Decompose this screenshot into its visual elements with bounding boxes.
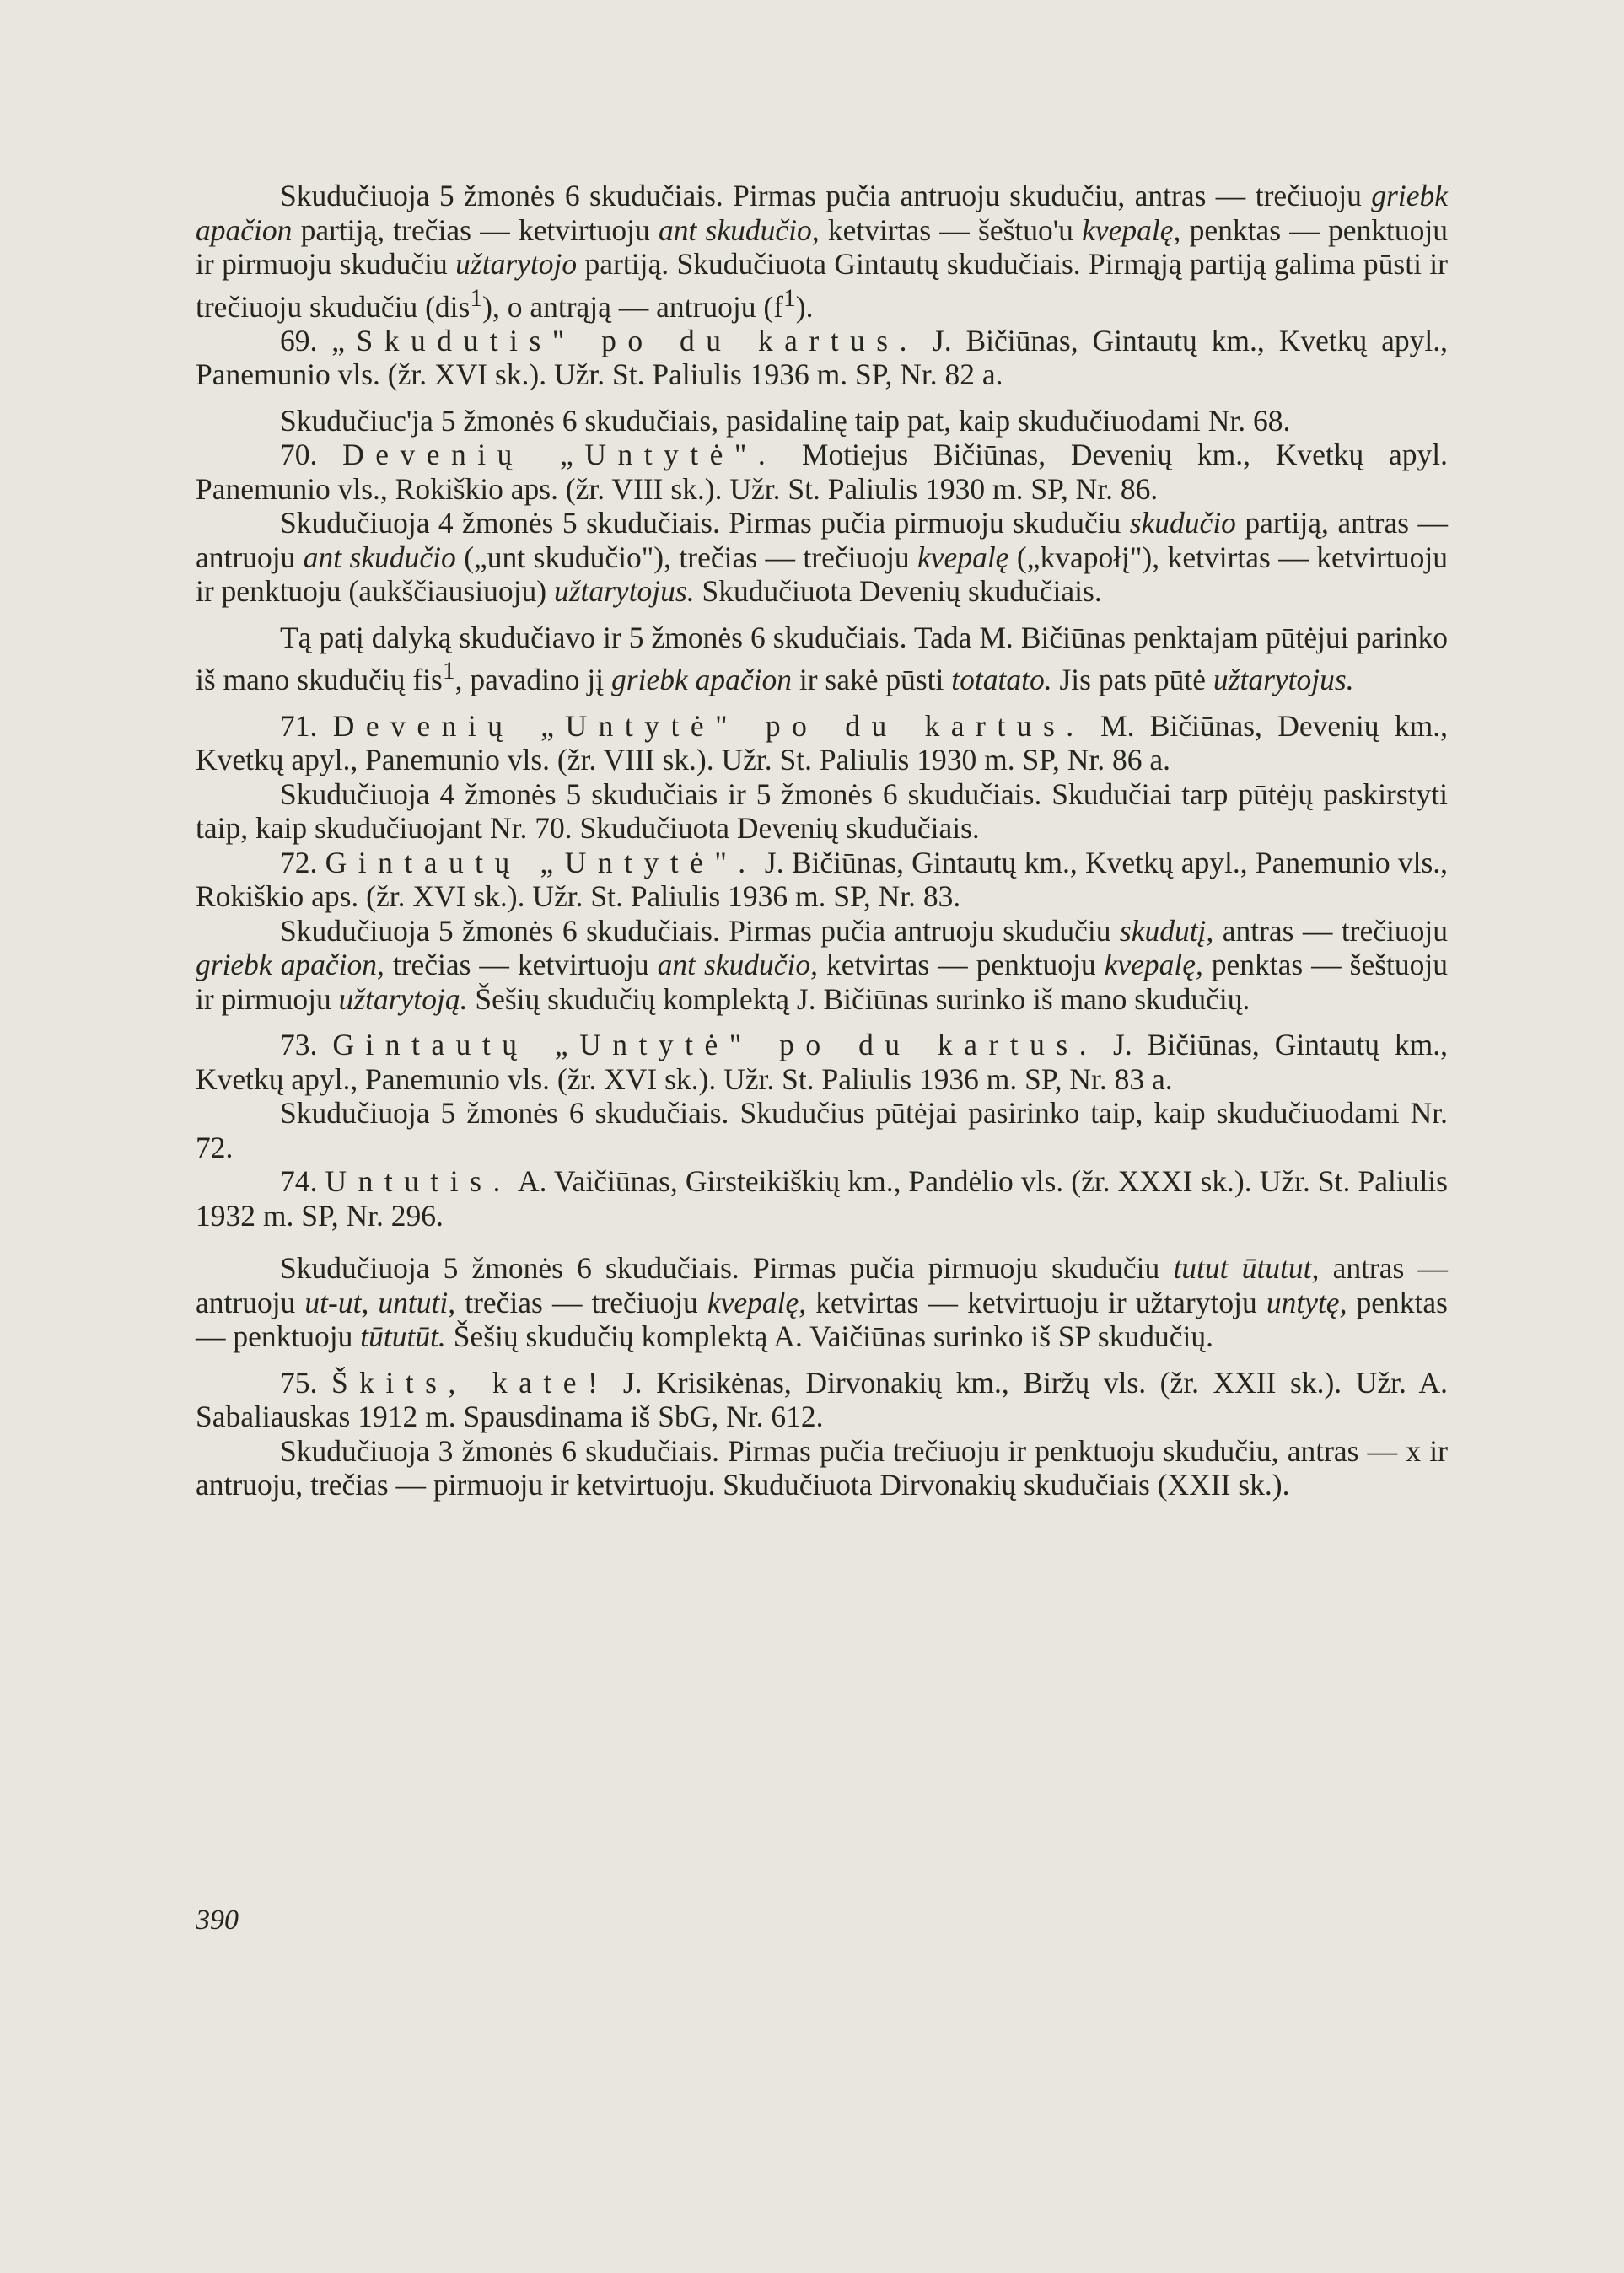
- paragraph: [196, 846, 1448, 914]
- italic-term: kvepalę,: [707, 1285, 807, 1319]
- italic-term: griebk apačion: [196, 179, 1448, 247]
- entry-title: Untutis.: [325, 1164, 512, 1199]
- italic-term: ant skudučio: [303, 540, 456, 574]
- superscript: 1: [470, 284, 483, 312]
- italic-term: skudučio: [1129, 506, 1236, 540]
- superscript: 1: [442, 658, 455, 685]
- paragraph: [196, 404, 1448, 438]
- text-run: ketvirtas — šeštuo'u: [819, 212, 1083, 247]
- text-run: 71.: [280, 708, 333, 743]
- text-run: Skudučiuoja 4 žmonės 5 skudučiais. Pirmas pučia pirmuoju skudučiu: [280, 506, 1130, 540]
- text-run: Skudučiuc'ja 5 žmonės 6 skudučiais, pasidalinę taip pat, kaip skudučiuodami Nr. 68.: [280, 403, 1291, 438]
- text-run: ), o antrąją — antruoju (f: [482, 289, 783, 324]
- paragraph: [196, 1028, 1448, 1096]
- paragraph: [196, 324, 1448, 392]
- paragraph: [196, 179, 1448, 324]
- text-run: 75.: [280, 1365, 331, 1400]
- paragraph: [196, 438, 1448, 506]
- italic-term: kvepalę: [917, 540, 1009, 574]
- paragraph: [196, 506, 1448, 609]
- text-run: 73.: [280, 1028, 333, 1062]
- entry-title: Škits, kate!: [331, 1365, 610, 1400]
- text-run: Skudučiuoja 5 žmonės 6 skudučiais. Pirmas pučia antruoju skudučiu, antras — trečiuoju: [280, 179, 1372, 212]
- text-run: ketvirtas — penktuoju: [818, 948, 1105, 982]
- text-run: antras — antruoju: [196, 1251, 1448, 1319]
- italic-term: kvepalę,: [1082, 212, 1181, 247]
- italic-term: skudutį,: [1119, 913, 1214, 948]
- text-run: 74.: [280, 1164, 325, 1199]
- text-run: Skudučiuoja 5 žmonės 6 skudučiais. Pirmas pučia antruoju skudučiu: [280, 913, 1120, 948]
- text-run: ir sakė pūsti: [791, 663, 952, 697]
- entry-title: Gintautų „Untytė" po du kartus.: [332, 1028, 1099, 1062]
- text-run: Motiejus Bičiūnas, Devenių km., Kvetkų apyl. Panemunio vls., Rokiškio aps. (žr. VIII sk.). Užr. St. Paliulis 1930 m. SP, Nr. 86.: [196, 438, 1448, 506]
- entry-title: Devenių „Untytė".: [342, 438, 777, 472]
- italic-term: untytę,: [1266, 1285, 1347, 1319]
- text-run: 72.: [280, 845, 325, 879]
- text-run: trečias — trečiuoju: [455, 1285, 707, 1319]
- text-run: penktas — penktuoju ir pirmuoju skudučiu: [196, 212, 1448, 281]
- text-run: ketvirtas — ketvirtuoju ir užtarytoju: [806, 1285, 1266, 1319]
- text-run: J. Bičiūnas, Gintautų km., Kvetkų apyl., Panemunio vls. (žr. XVI sk.). Užr. St. Paliulis 1936 m. SP, Nr. 82 a.: [196, 323, 1448, 392]
- italic-term: kvepalę,: [1104, 948, 1203, 982]
- paragraph: [196, 914, 1448, 1017]
- text-run: Skudučiuoja 4 žmonės 5 skudučiais ir 5 žmonės 6 skudučiais. Skudučiai tarp pūtėjų paskirstyti taip, kaip skudučiuojant Nr. 70. Skudučiuota Devenių skudučiais.: [196, 776, 1448, 846]
- italic-term: užtarytojus.: [553, 574, 695, 609]
- superscript: 1: [783, 284, 796, 312]
- text-run: 70.: [280, 438, 343, 472]
- italic-term: ut-ut, untuti,: [304, 1285, 456, 1319]
- text-run: A. Vaičiūnas, Girsteikiškių km., Pandėlio vls. (žr. XXXI sk.). Užr. St. Paliulis 1932 m. SP, Nr. 296.: [196, 1164, 1448, 1233]
- text-run: Jis pats pūtė: [1051, 663, 1213, 697]
- text-run: („kvapołį"), ketvirtas — ketvirtuoju ir penktuoju (aukščiausiuoju): [196, 540, 1448, 609]
- italic-term: griebk apačion: [611, 663, 792, 697]
- paragraph: [196, 1366, 1448, 1434]
- page-number: 390: [196, 1905, 239, 1936]
- entry-title: Gintautų „Untytė".: [325, 845, 757, 879]
- text-run: , pavadino jį: [454, 663, 612, 697]
- paragraph: [196, 1096, 1448, 1164]
- text-run: antras — trečiuoju: [1213, 913, 1448, 948]
- italic-term: tūtutūt.: [360, 1319, 446, 1354]
- italic-term: užtarytojo: [455, 247, 578, 281]
- text-run: Skudučiuoja 3 žmonės 6 skudučiais. Pirmas pučia trečiuoju ir penktuoju skudučiu, antras — x ir antruoju, trečias — pirmuoju ir ketvirtuoju. Skudučiuota Dirvonakių skudučiais (XXII sk.).: [196, 1433, 1448, 1502]
- text-run: („unt skudučio"), trečias — trečiuoju: [455, 540, 918, 574]
- text-run: partiją. Skudučiuota Gintautų skudučiais. Pirmąją partiją galima pūsti ir trečiuoju skudučiu (dis: [196, 247, 1448, 324]
- text-run: trečias — ketvirtuoju: [384, 948, 658, 982]
- paragraph: [196, 1434, 1448, 1502]
- italic-term: užtarytojus.: [1213, 663, 1354, 697]
- entry-title: „Skudutis" po du kartus.: [331, 323, 918, 357]
- paragraph: [196, 1251, 1448, 1354]
- italic-term: užtarytoją.: [338, 981, 468, 1016]
- text-run: J. Bičiūnas, Gintautų km., Kvetkų apyl., Panemunio vls., Rokiškio aps. (žr. XVI sk.). Užr. St. Paliulis 1936 m. SP, Nr. 83.: [196, 845, 1449, 914]
- text-run: ).: [795, 289, 814, 324]
- body-text: [196, 179, 1448, 1502]
- italic-term: ant skudučio,: [657, 948, 819, 982]
- text-run: J. Krisikėnas, Dirvonakių km., Biržų vls. (žr. XXII sk.). Užr. A. Sabaliauskas 1912 m. Spausdinama iš SbG, Nr. 612.: [196, 1365, 1448, 1434]
- text-run: Skudučiuoja 5 žmonės 6 skudučiais. Pirmas pučia pirmuoju skudučiu: [280, 1251, 1174, 1286]
- italic-term: totatato.: [951, 663, 1052, 697]
- text-run: J. Bičiūnas, Gintautų km., Kvetkų apyl., Panemunio vls. (žr. XVI sk.). Užr. St. Paliulis 1936 m. SP, Nr. 83 a.: [196, 1028, 1449, 1096]
- paragraph: [196, 777, 1448, 846]
- italic-term: tutut ūtutut,: [1173, 1251, 1320, 1286]
- entry-title: Devenių „Untytė" po du kartus.: [332, 708, 1085, 743]
- text-run: penktas — šeštuoju ir pirmuoju: [196, 948, 1448, 1016]
- paragraph: [196, 1164, 1448, 1233]
- text-run: 69.: [280, 323, 332, 357]
- text-run: M. Bičiūnas, Devenių km., Kvetkų apyl., Panemunio vls. (žr. VIII sk.). Užr. St. Paliulis 1930 m. SP, Nr. 86 a.: [196, 708, 1448, 777]
- text-run: Skudučiuoja 5 žmonės 6 skudučiais. Skudučius pūtėjai pasirinko taip, kaip skudučiuodami Nr. 72.: [196, 1096, 1448, 1164]
- text-run: Šešių skudučių komplektą J. Bičiūnas surinko iš mano skudučių.: [467, 981, 1250, 1016]
- text-run: Šešių skudučių komplektą A. Vaičiūnas surinko iš SP skudučių.: [445, 1319, 1213, 1354]
- paragraph: [196, 709, 1448, 777]
- paragraph: [196, 621, 1448, 697]
- text-run: Tą patį dalyką skudučiavo ir 5 žmonės 6 skudučiais. Tada M. Bičiūnas penktajam pūtėjui parinko iš mano skudučių fis: [196, 620, 1448, 697]
- italic-term: griebk apačion,: [196, 948, 384, 982]
- text-run: partiją, antras — antruoju: [196, 506, 1448, 574]
- italic-term: ant skudučio,: [658, 212, 820, 247]
- text-run: partiją, trečias — ketvirtuoju: [292, 212, 659, 247]
- text-run: Skudučiuota Devenių skudučiais.: [694, 574, 1102, 609]
- text-run: penktas — penktuoju: [196, 1285, 1448, 1354]
